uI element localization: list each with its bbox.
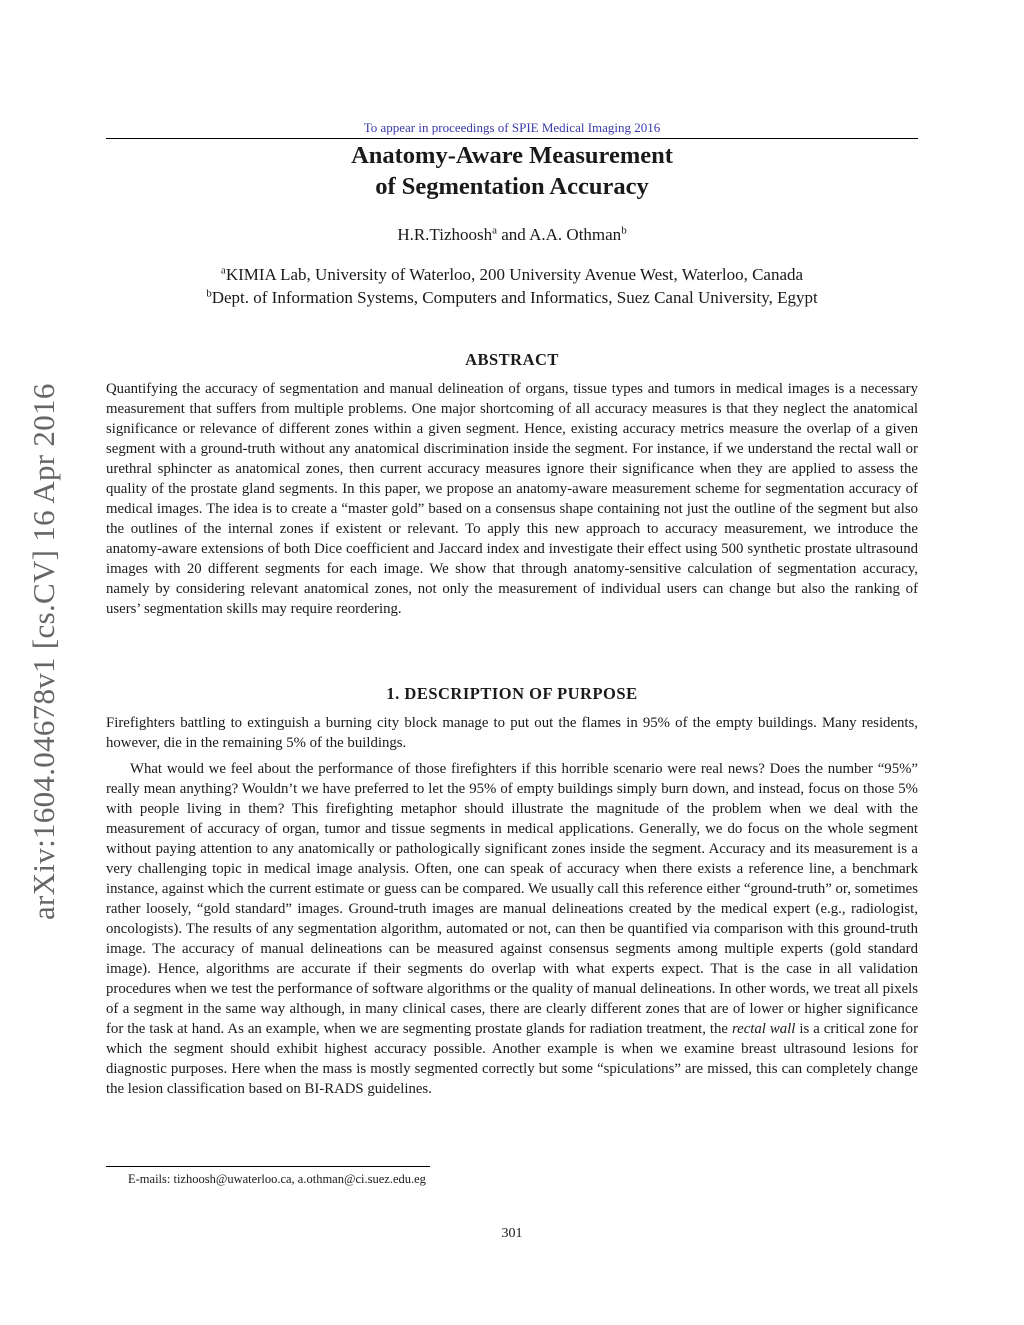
author-1-mark: a <box>492 224 497 237</box>
abstract-heading: ABSTRACT <box>465 350 559 369</box>
author-conjunction: and <box>497 225 530 244</box>
page-number: 301 <box>501 1226 523 1241</box>
footnote-emails: E-mails: tizhoosh@uwaterloo.ca, a.othman@ci.suez.edu.eg <box>128 1172 426 1186</box>
abstract-paragraph: Quantifying the accuracy of segmentation and manual delineation of organs, tissue types and tumors in medical images is a necessary measurement that suffers from multiple problems. One major shortcoming of all accuracy measures is that they neglect the anatomical significance or relevance of different zones within a given segment. Hence, existing accuracy metrics measure the overlap of a given segment with a ground-truth without any anatomical discrimination inside the segment. For instance, if we understand the rectal wall or urethral sphincter as anatomical zones, then current accuracy measures ignore their significance when they are applied to assess the quality of the prostate gland segments. In this paper, we propose an anatomy-aware measurement scheme for segmentation accuracy of medical images. The idea is to create a “master gold” based on a consensus shape containing not just the outline of the segment but also the outlines of the internal zones if existent or relevant. To apply this new approach to accuracy measurement, we introduce the anatomy-aware extensions of both Dice coefficient and Jaccard index and investigate their effect using 500 synthetic prostate ultrasound images with 20 different segments for each image. We show that through anatomy-sensitive calculation of segmentation accuracy, namely by considering relevant anatomical zones, not only the measurement of individual users can change but also the ranking of users’ segmentation skills may require reordering. <box>106 381 918 617</box>
abstract-body <box>106 379 918 619</box>
paper-title <box>106 140 918 202</box>
arxiv-identifier: arXiv:1604.04678v1 [cs.CV] 16 Apr 2016 <box>26 383 61 921</box>
section-1-paragraph-2 <box>106 759 918 1099</box>
affiliation-a <box>106 263 918 286</box>
title-line-1: Anatomy-Aware Measurement <box>351 142 673 169</box>
author-1: H.R.Tizhoosh <box>397 225 493 244</box>
header-rule <box>106 138 918 139</box>
section-1-heading: 1. DESCRIPTION OF PURPOSE <box>386 684 638 703</box>
footnote-rule <box>106 1166 430 1167</box>
author-2-mark: b <box>621 224 627 237</box>
affiliations <box>106 263 918 309</box>
author-2: A.A. Othman <box>529 225 622 244</box>
affiliation-b <box>106 286 918 309</box>
title-line-2: of Segmentation Accuracy <box>375 173 649 200</box>
affiliation-a-mark: a <box>220 264 226 277</box>
author-list <box>106 225 918 245</box>
paragraph-2-text-b: is a critical zone for which the segment should exhibit highest accuracy possible. Another example is when we examine breast ultrasound lesions for diagnostic purposes. Here when the mass is mostly segmented correctly but some “spiculations” are missed, this can completely change the lesion classification based on BI-RADS guidelines. <box>106 1021 918 1097</box>
proceedings-note: To appear in proceedings of SPIE Medical Imaging 2016 <box>363 120 661 135</box>
affiliation-b-mark: b <box>206 287 212 300</box>
affiliation-b-text: Dept. of Information Systems, Computers and Informatics, Suez Canal University, Egypt <box>211 288 818 307</box>
paragraph-2-text-a: What would we feel about the performance of those firefighters if this horrible scenario were real news? Does the number “95%” really mean anything? Wouldn’t we have preferred to let the 95% of empty buildings simply burn down, and instead, focus on those 5% with people living in them? This firefighting metaphor should illustrate the magnitude of the problem when we deal with the measurement of accuracy of organ, tumor and tissue segments in medical applications. Generally, we do focus on the whole segment without paying attention to any anatomically or pathologically significant zones inside the segment. Accuracy and its measurement is a very challenging topic in medical image analysis. Often, one can speak of accuracy when there exists a reference line, a benchmark instance, against which the current estimate or guess can be compared. We usually call this reference either “ground-truth” or, sometimes rather loosely, “gold standard” images. Ground-truth images are manual delineations created by the medical expert (e.g., radiologist, oncologists). The results of any segmentation algorithm, automated or not, can then be quantified via comparison with this ground-truth image. The accuracy of manual delineations can be measured against consensus segments among multiple experts (gold standard image). Hence, algorithms are accurate if their segments do overlap with what experts expect. That is the case in all validation procedures when we test the performance of software algorithms or the quality of manual delineations. In other words, we treat all pixels of a segment in the same way although, in many clinical cases, there are clearly different zones that are of lower or higher significance for the task at hand. As an example, when we are segmenting prostate glands for radiation treatment, the <box>106 761 918 1037</box>
affiliation-a-text: KIMIA Lab, University of Waterloo, 200 University Avenue West, Waterloo, Canada <box>225 265 804 284</box>
section-1-body <box>106 713 918 1099</box>
section-1-paragraph-1: Firefighters battling to extinguish a burning city block manage to put out the flames in 95% of the empty buildings. Many residents, however, die in the remaining 5% of the buildings. <box>106 715 918 751</box>
rectal-wall-emphasis: rectal wall <box>731 1021 796 1037</box>
